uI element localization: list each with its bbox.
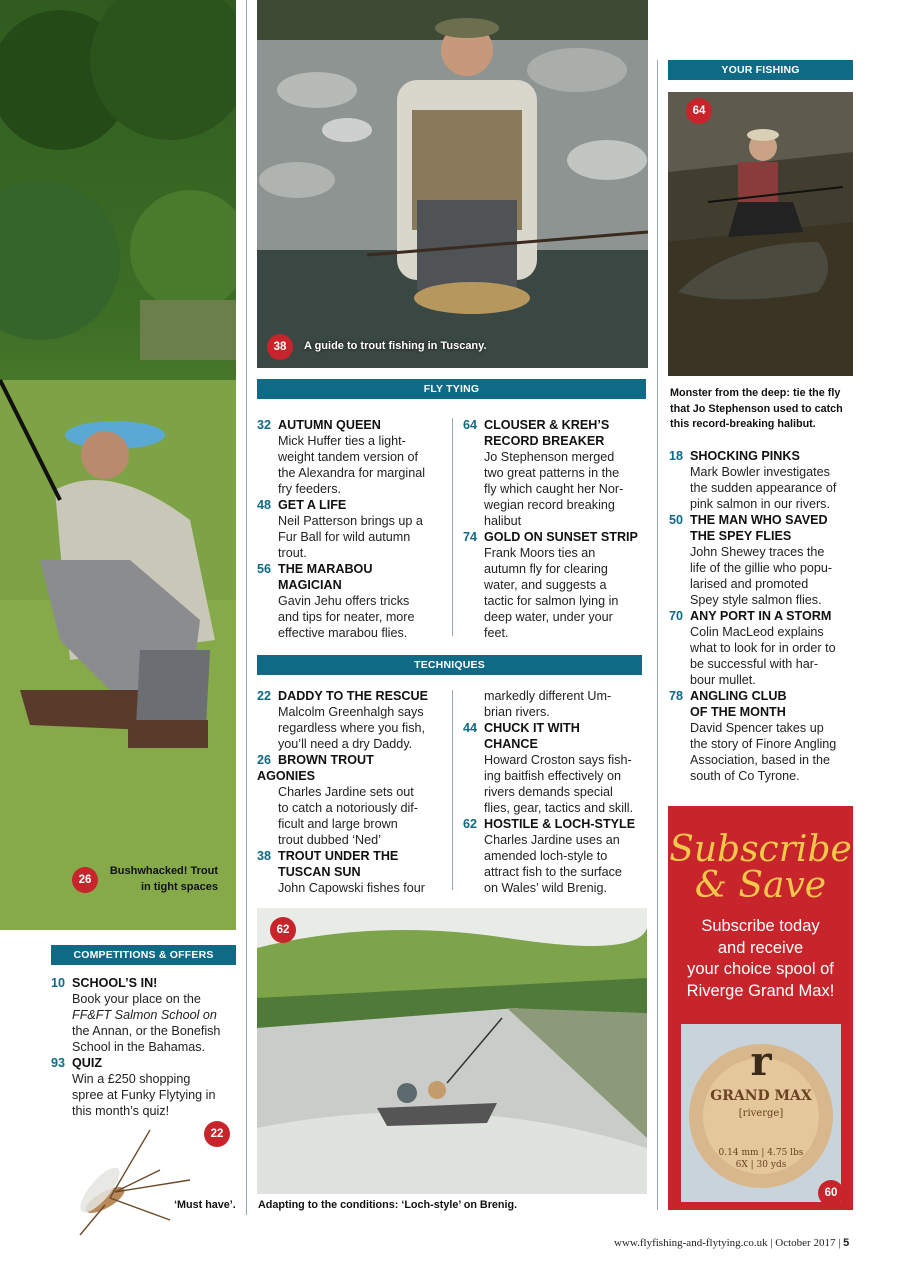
entry-line: to catch a notoriously dif- [278,801,419,815]
photo-tuscany [257,0,648,368]
entry-line: spree at Funky Flytying in [72,1088,216,1102]
badge-60: 60 [818,1180,844,1206]
entry-line: you’ll need a dry Daddy. [278,737,413,751]
entry-page: 62 [463,817,478,831]
entry-line: Jo Stephenson merged [484,450,615,464]
entry-line: this month’s quiz! [72,1104,170,1118]
page-footer [614,1237,849,1249]
caption-line: Bushwhacked! Trout [109,865,218,877]
spool-brand: r [750,1038,772,1085]
entry-line: FF&FT Salmon School on [72,1008,217,1022]
entry-line: Win a £250 shopping [72,1072,191,1086]
entry-title: SHOCKING PINKS [690,449,800,463]
entry-title: THE MARABOU [278,562,373,576]
entry-title: ANY PORT IN A STORM [690,609,832,623]
column-rule [452,690,453,890]
list-item [257,688,447,896]
entry-page: 38 [257,849,272,863]
subscribe-line: Riverge Grand Max! [686,981,835,1000]
entry-line: trout. [278,546,307,560]
entry-page: 70 [669,609,684,623]
section-fly-tying: FLY TYING [257,379,646,399]
caption-line: that Jo Stephenson used to catch [670,402,843,415]
spool-spec2: 6X | 30 yds [735,1160,787,1170]
entry-page: 50 [669,513,684,527]
entry-line: bour mullet. [690,673,756,687]
entry-title: ANGLING CLUB [690,689,787,703]
badge-38: 38 [267,334,293,360]
photo-bushwhacked [0,0,236,930]
entry-page: 32 [257,418,272,432]
subscribe-text [668,916,853,1002]
spool-text-small: [riverge] [738,1108,784,1119]
entry-line: deep water, under your [484,610,613,624]
script-line: & Save [694,865,827,906]
entry-line: south of Co Tyrone. [690,769,800,783]
section-techniques: TECHNIQUES [257,655,642,675]
entry-line: tactic for salmon lying in [484,594,619,608]
entry-line: markedly different Um- [484,689,612,703]
footer-url[interactable]: www.flyfishing-and-flytying.co.uk [614,1237,768,1249]
entry-line: Neil Patterson brings up a [278,514,423,528]
entry-line: halibut [484,514,522,528]
column-rule [657,60,658,1210]
photo-spool [681,1024,841,1202]
entry-page: 56 [257,562,272,576]
entry-line: fly which caught her Nor- [484,482,624,496]
caption-tuscany: A guide to trout fishing in Tuscany. [304,340,487,352]
entry-line: the story of Finore Angling [690,737,837,751]
entry-line: brian rivers. [484,705,550,719]
entry-title: THE MAN WHO SAVED [690,513,828,527]
photo-halibut [668,92,853,376]
entry-line: what to look for in order to [690,641,836,655]
painting-brenig [257,908,647,1194]
caption-line: Monster from the deep: tie the fly [670,387,841,399]
entry-line: attract fish to the surface [484,865,622,879]
badge-64: 64 [686,98,712,124]
column-rule [452,418,453,636]
subscribe-line: your choice spool of [687,960,834,978]
entry-line: Charles Jardine sets out [278,785,414,799]
entry-line: amended loch-style to [484,849,608,863]
badge-22: 22 [204,1121,230,1147]
caption-brenig: Adapting to the conditions: ‘Loch-style’ on Brenig. [258,1199,518,1211]
caption-halibut [670,386,860,433]
entry-line: Gavin Jehu offers tricks [278,594,410,608]
entry-line: Mark Bowler investigates [690,465,830,479]
entry-line: wegian record breaking [484,498,615,512]
entry-title: TROUT UNDER THE [278,849,399,863]
list-item [51,975,246,1119]
entry-line: Howard Croston says fish- [484,753,632,767]
entry-line: pink salmon in our rivers. [690,497,830,511]
entry-line: ing baitfish effectively on [484,769,621,783]
entry-line: Malcolm Greenhalgh says [278,705,424,719]
page-number: 5 [843,1237,850,1249]
entry-line: Colin MacLeod explains [690,625,824,639]
entry-title: RECORD BREAKER [484,434,605,448]
entry-line: Fur Ball for wild autumn [278,530,411,544]
entry-line: ficult and large brown [278,817,398,831]
caption-line: in tight spaces [140,881,218,893]
entry-line: on Wales’ wild Brenig. [484,881,607,895]
entry-title: CHUCK IT WITH [484,721,580,735]
entry-line: Frank Moors ties an [484,546,596,560]
footer-separator: | [838,1237,841,1249]
entry-line: Book your place on the [72,992,201,1006]
list-item [257,417,447,641]
entry-page: 48 [257,498,272,512]
entry-page: 18 [669,449,684,463]
spool-spec: 0.14 mm | 4.75 lbs [718,1148,804,1158]
entry-line: the Alexandra for marginal [278,466,426,480]
entry-page: 74 [463,530,478,544]
entry-title: CHANCE [484,737,538,751]
entry-title: QUIZ [72,1056,103,1070]
entry-line: Charles Jardine uses an [484,833,620,847]
entry-page: 64 [463,418,478,432]
entry-title: HOSTILE & LOCH-STYLE [484,817,636,831]
entry-page: 78 [669,689,684,703]
entry-title: AUTUMN QUEEN [278,418,381,432]
entry-line: feet. [484,626,509,640]
entry-line: weight tandem version of [278,450,419,464]
footer-separator: | [770,1237,773,1249]
entry-title: TUSCAN SUN [278,865,361,879]
entry-line: fry feeders. [278,482,341,496]
footer-date: October 2017 [775,1237,836,1249]
list-item [463,688,653,896]
entry-title: GOLD ON SUNSET STRIP [484,530,638,544]
entry-line: the sudden appearance of [690,481,837,495]
entry-line: larised and promoted [690,577,809,591]
entry-line: Spey style salmon flies. [690,593,822,607]
entry-line: two great patterns in the [484,466,620,480]
section-competitions: COMPETITIONS & OFFERS [51,945,236,965]
entry-line: John Shewey traces the [690,545,825,559]
entry-title: THE SPEY FLIES [690,529,792,543]
entry-line: Association, based in the [690,753,831,767]
entry-line: Mick Huffer ties a light- [278,434,406,448]
badge-62: 62 [270,917,296,943]
entry-line: rivers demands special [484,785,613,799]
entry-line: regardless where you fish, [278,721,425,735]
list-item [463,417,653,641]
entry-line: School in the Bahamas. [72,1040,206,1054]
entry-line: trout dubbed ‘Ned’ [278,833,381,847]
entry-line: effective marabou flies. [278,626,408,640]
entry-title: AGONIES [257,769,316,783]
entry-title: GET A LIFE [278,498,347,512]
entry-line: be successful with har- [690,657,819,671]
subscribe-line: and receive [717,938,804,957]
spool-text-top: GRAND MAX [710,1088,812,1104]
entry-line: David Spencer takes up [690,721,824,735]
badge-26: 26 [72,867,98,893]
entry-title: OF THE MONTH [690,705,786,719]
subscribe-line: Subscribe today [701,917,820,935]
subscribe-script-title [668,829,853,906]
entry-title: DADDY TO THE RESCUE [278,689,428,703]
entry-title: SCHOOL’S IN! [72,976,158,990]
entry-line: life of the gillie who popu- [690,561,833,575]
entry-page: 26 [257,753,272,767]
section-your-fishing: YOUR FISHING [668,60,853,80]
entry-line: John Capowski fishes four [278,881,425,895]
entry-page: 22 [257,689,272,703]
entry-line: water, and suggests a [484,578,607,592]
caption-line: this record-breaking halibut. [670,418,816,430]
entry-line: and tips for neater, more [278,610,415,624]
caption-bushwhacked [100,863,218,895]
entry-line: flies, gear, tactics and skill. [484,801,634,815]
column-rule [246,0,247,1215]
entry-title: MAGICIAN [278,578,342,592]
entry-line: autumn fly for clearing [484,562,608,576]
script-line: Subscribe [669,829,852,870]
list-item [669,448,859,784]
entry-title: BROWN TROUT [278,753,374,767]
caption-fly: ‘Must have’. [174,1199,236,1211]
entry-page: 93 [51,1056,66,1070]
entry-page: 10 [51,976,66,990]
entry-page: 44 [463,721,478,735]
entry-title: CLOUSER & KREH’S [484,418,610,432]
entry-line: the Annan, or the Bonefish [72,1024,221,1038]
